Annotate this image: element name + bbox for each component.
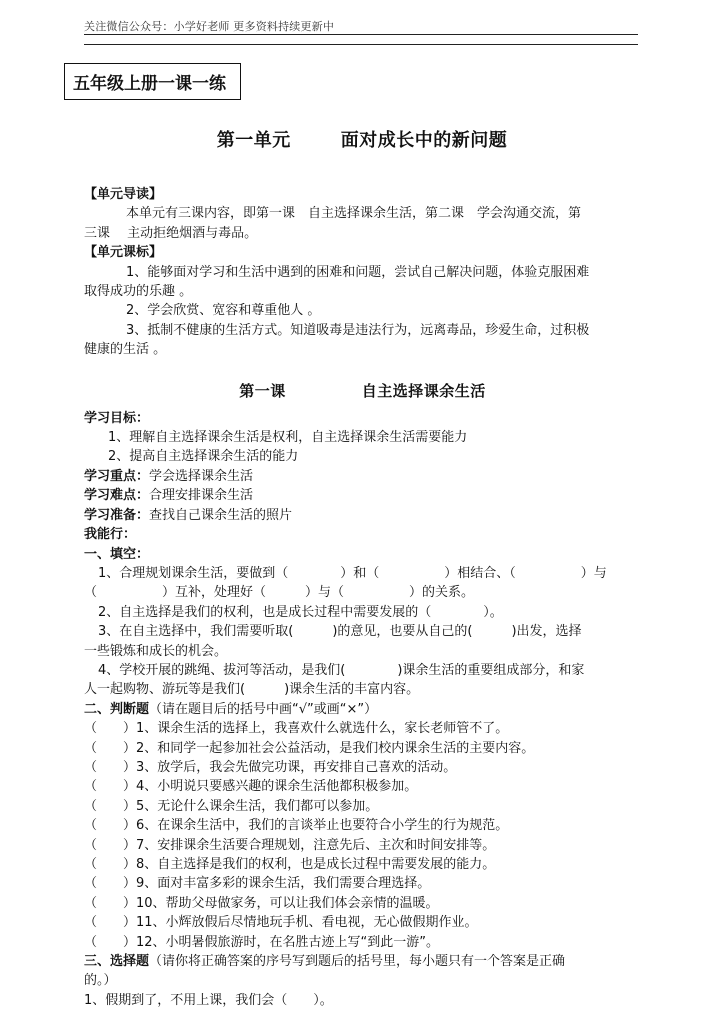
goal-1-line1: 1、能够面对学习和生活中遇到的困难和问题，尝试自己解决问题，体验克服困难 [126,264,590,280]
difficulty-text: 合理安排课余生活 [149,488,254,504]
difficulty-label: 学习难点： [84,488,150,504]
fill-q1-line1: 1、合理规划课余生活，要做到（ ）和（ ）相结合、（ ）与 [98,565,607,581]
fill-q3-line1: 3、在自主选择中，我们需要听取( )的意见，也要从自己的( )出发，选择 [98,624,582,640]
judge-item: （ ）8、自主选择是我们的权利，也是成长过程中需要发展的能力。 [84,857,496,872]
grade-box: 五年级上册一课一练 [64,63,241,100]
section1-title: 一、填空： [84,546,150,562]
judge-item: （ ）10、帮助父母做家务，可以让我们体会亲情的温暖。 [84,895,439,911]
goal-3-line2: 健康的生活 。 [84,342,167,358]
key-point [84,467,641,486]
judge-item: （ ）3、放学后，我会先做完功课，再安排自己喜欢的活动。 [84,759,457,775]
goal-3-line1: 3、抵制不健康的生活方式。知道吸毒是违法行为，远离毒品，珍爱生命，过积极 [126,322,590,338]
judge-item: （ ）1、课余生活的选择上，我喜欢什么就选什么，家长老师管不了。 [84,721,509,737]
goal-2: 2、学会欣赏、宽容和尊重他人 。 [126,303,321,319]
can-do-label: 我能行： [84,527,137,543]
prep-label: 学习准备： [84,507,150,523]
judge-item: （ ）11、小辉放假后尽情地玩手机、看电视，无心做假期作业。 [84,915,478,931]
fill-q1-line2: （ ）互补，处理好（ ）与（ ）的关系。 [84,585,475,601]
judge-item: （ ）12、小明暑假旅游时，在名胜古迹上写“到此一游”。 [84,934,440,950]
fill-q4-line2: 人一起购物、游玩等是我们( )课余生活的丰富内容。 [84,682,420,698]
section2-instruction: （请在题目后的括号中画“√”或画“×”） [149,701,378,717]
judge-item: （ ）6、在课余生活中，我们的言谈举止也要符合小学生的行为规范。 [84,818,509,834]
judge-item: （ ）5、无论什么课余生活，我们都可以参加。 [84,798,379,814]
section3-title: 三、选择题 [84,954,150,970]
objective-2: 2、提高自主选择课余生活的能力 [108,449,299,465]
document-body [84,185,641,1010]
unit-label: 第一单元 [216,130,291,151]
judge-item: （ ）9、面对丰富多彩的课余生活，我们需要合理选择。 [84,876,431,892]
judge-item: （ ）2、和同学一起参加社会公益活动，是我们校内课余生活的主要内容。 [84,740,535,756]
goal-1-line2: 取得成功的乐趣 。 [84,284,193,300]
prep-text: 查找自己课余生活的照片 [149,507,293,523]
section2-heading [84,700,641,719]
intro-heading: 【单元导读】 [84,187,163,202]
difficulty [84,486,641,505]
unit-name: 面对成长中的新问题 [340,130,508,151]
section3-instruction-line2: 的。） [84,973,117,989]
section3-instruction-line1: （请你将正确答案的序号写到题后的括号里，每小题只有一个答案是正确 [149,954,566,970]
lesson-name: 自主选择课余生活 [361,381,486,400]
judge-item: （ ）4、小明说只要感兴趣的课余生活他都积极参加。 [84,779,418,795]
header-note: 关注微信公众号：小学好老师 更多资料持续更新中 [84,20,335,33]
key-label: 学习重点： [84,468,150,484]
lesson-title [84,380,641,401]
intro-text-line2: 三课 主动拒绝烟酒与毒品。 [84,225,258,241]
section2-title: 二、判断题 [84,701,150,717]
fill-q3-line2: 一些锻炼和成长的机会。 [84,643,228,659]
preparation [84,506,641,525]
unit-title [0,126,724,152]
judge-item: （ ）7、安排课余生活要合理规划，注意先后、主次和时间安排等。 [84,837,496,853]
fill-q2: 2、自主选择是我们的权利，也是成长过程中需要发展的（ ）。 [98,604,503,620]
header-rule-bottom [84,44,638,45]
objectives-label: 学习目标： [84,410,150,426]
section3-heading [84,952,641,971]
goals-heading: 【单元课标】 [84,245,163,261]
header-rule-top [84,34,638,35]
objective-1: 1、理解自主选择课余生活是权利，自主选择课余生活需要能力 [108,430,468,446]
choice-q1: 1、假期到了，不用上课，我们会（ ）。 [84,992,333,1008]
key-text: 学会选择课余生活 [149,468,254,484]
fill-q4-line1: 4、学校开展的跳绳、拔河等活动，是我们( )课余生活的重要组成部分，和家 [98,662,585,678]
intro-text-line1: 本单元有三课内容，即第一课 自主选择课余生活，第二课 学会沟通交流，第 [126,206,582,222]
lesson-label: 第一课 [239,381,286,400]
